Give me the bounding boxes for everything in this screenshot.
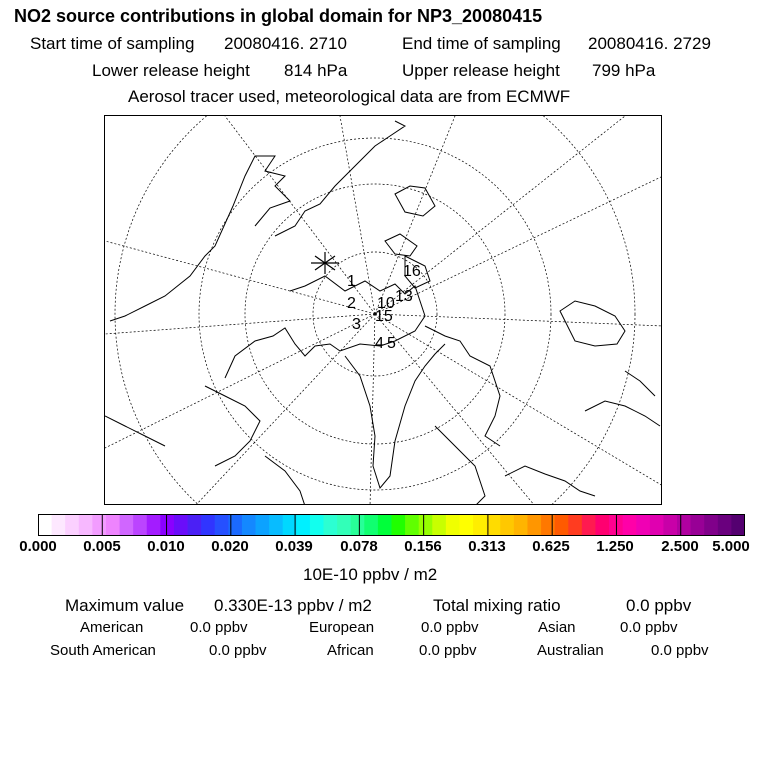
- scale-tick-11: 5.000: [712, 538, 750, 555]
- region-american-value: 0.0 ppbv: [190, 619, 248, 636]
- color-cell: [133, 514, 147, 536]
- start-time-value: 20080416. 2710: [224, 34, 347, 53]
- label-16: 16: [403, 263, 421, 280]
- end-time-label: End time of sampling: [402, 34, 561, 53]
- color-cell: [52, 514, 66, 536]
- lower-height-value: 814 hPa: [284, 61, 348, 80]
- color-cell: [65, 514, 79, 536]
- region-asian-value: 0.0 ppbv: [620, 619, 678, 636]
- color-cell: [106, 514, 120, 536]
- color-cell: [568, 514, 582, 536]
- color-cell: [324, 514, 338, 536]
- total-mixing-label: Total mixing ratio: [433, 596, 561, 615]
- color-cell: [500, 514, 514, 536]
- scale-tick-5: 0.078: [340, 538, 378, 555]
- region-south-american-value: 0.0 ppbv: [209, 642, 267, 659]
- scale-tick-1: 0.005: [83, 538, 121, 555]
- total-mixing-value: 0.0 ppbv: [626, 596, 692, 615]
- color-cell: [364, 514, 378, 536]
- scale-tick-10: 2.500: [661, 538, 699, 555]
- color-cell: [650, 514, 664, 536]
- color-cell: [487, 514, 501, 536]
- color-cell: [595, 514, 609, 536]
- color-cell: [120, 514, 134, 536]
- color-cell: [242, 514, 256, 536]
- region-australian-value: 0.0 ppbv: [651, 642, 709, 659]
- label-10: 10: [377, 295, 395, 312]
- region-african-name: African: [327, 642, 374, 659]
- color-scale: [38, 514, 745, 536]
- trajectory-labels: [347, 263, 421, 352]
- polar-map: [104, 115, 662, 505]
- lower-height-label: Lower release height: [92, 61, 250, 80]
- color-cell: [337, 514, 351, 536]
- scale-tick-8: 0.625: [532, 538, 570, 555]
- max-value-label: Maximum value: [65, 596, 185, 615]
- color-cell: [147, 514, 161, 536]
- color-cell: [582, 514, 596, 536]
- region-asian-name: Asian: [538, 619, 576, 636]
- scale-unit: 10E-10 ppbv / m2: [303, 565, 438, 584]
- color-cell: [718, 514, 732, 536]
- scale-tick-9: 1.250: [596, 538, 634, 555]
- plot-title: NO2 source contributions in global domain for NP3_20080415: [14, 6, 543, 26]
- max-value: 0.330E-13 ppbv / m2: [214, 596, 372, 615]
- color-cells: [38, 514, 745, 536]
- label-1: 1: [347, 273, 356, 290]
- region-american-name: American: [80, 619, 144, 636]
- color-cell: [432, 514, 446, 536]
- label-5: 5: [387, 335, 396, 352]
- scale-tick-4: 0.039: [275, 538, 313, 555]
- color-cell: [378, 514, 392, 536]
- scale-tick-6: 0.156: [404, 538, 442, 555]
- region-european-name: European: [309, 619, 375, 636]
- end-time-value: 20080416. 2729: [588, 34, 711, 53]
- color-cell: [79, 514, 93, 536]
- label-15: 15: [375, 308, 393, 325]
- data-source-note: Aerosol tracer used, meteorological data are from ECMWF: [128, 87, 571, 106]
- color-cell: [623, 514, 637, 536]
- upper-height-label: Upper release height: [402, 61, 560, 80]
- region-australian-name: Australian: [537, 642, 604, 659]
- color-cell: [351, 514, 365, 536]
- color-cell: [392, 514, 406, 536]
- label-4: 4: [375, 335, 384, 352]
- upper-height-value: 799 hPa: [592, 61, 656, 80]
- color-cell: [419, 514, 433, 536]
- color-cell: [459, 514, 473, 536]
- scale-tick-0: 0.000: [19, 538, 57, 555]
- color-cell: [405, 514, 419, 536]
- color-cell: [215, 514, 229, 536]
- color-cell: [691, 514, 705, 536]
- color-cell: [555, 514, 569, 536]
- color-cell: [527, 514, 541, 536]
- color-cell: [256, 514, 270, 536]
- scale-tick-7: 0.313: [468, 538, 506, 555]
- release-marker: [311, 252, 339, 274]
- region-european-value: 0.0 ppbv: [421, 619, 479, 636]
- color-cell: [514, 514, 528, 536]
- color-cell: [541, 514, 555, 536]
- color-cell: [731, 514, 745, 536]
- color-cell: [310, 514, 324, 536]
- color-cell: [473, 514, 487, 536]
- region-south-american-name: South American: [50, 642, 156, 659]
- color-cell: [92, 514, 106, 536]
- color-cell: [296, 514, 310, 536]
- color-cell: [188, 514, 202, 536]
- scale-tick-2: 0.010: [147, 538, 185, 555]
- label-3: 3: [352, 316, 361, 333]
- scale-tick-3: 0.020: [211, 538, 249, 555]
- color-cell: [269, 514, 283, 536]
- color-cell: [446, 514, 460, 536]
- region-african-value: 0.0 ppbv: [419, 642, 477, 659]
- color-cell: [160, 514, 174, 536]
- color-cell: [174, 514, 188, 536]
- color-cell: [663, 514, 677, 536]
- color-cell: [677, 514, 691, 536]
- color-cell: [201, 514, 215, 536]
- start-time-label: Start time of sampling: [30, 34, 195, 53]
- color-cell: [38, 514, 52, 536]
- label-2: 2: [347, 295, 356, 312]
- label-13: 13: [395, 288, 413, 305]
- color-cell: [704, 514, 718, 536]
- color-cell: [636, 514, 650, 536]
